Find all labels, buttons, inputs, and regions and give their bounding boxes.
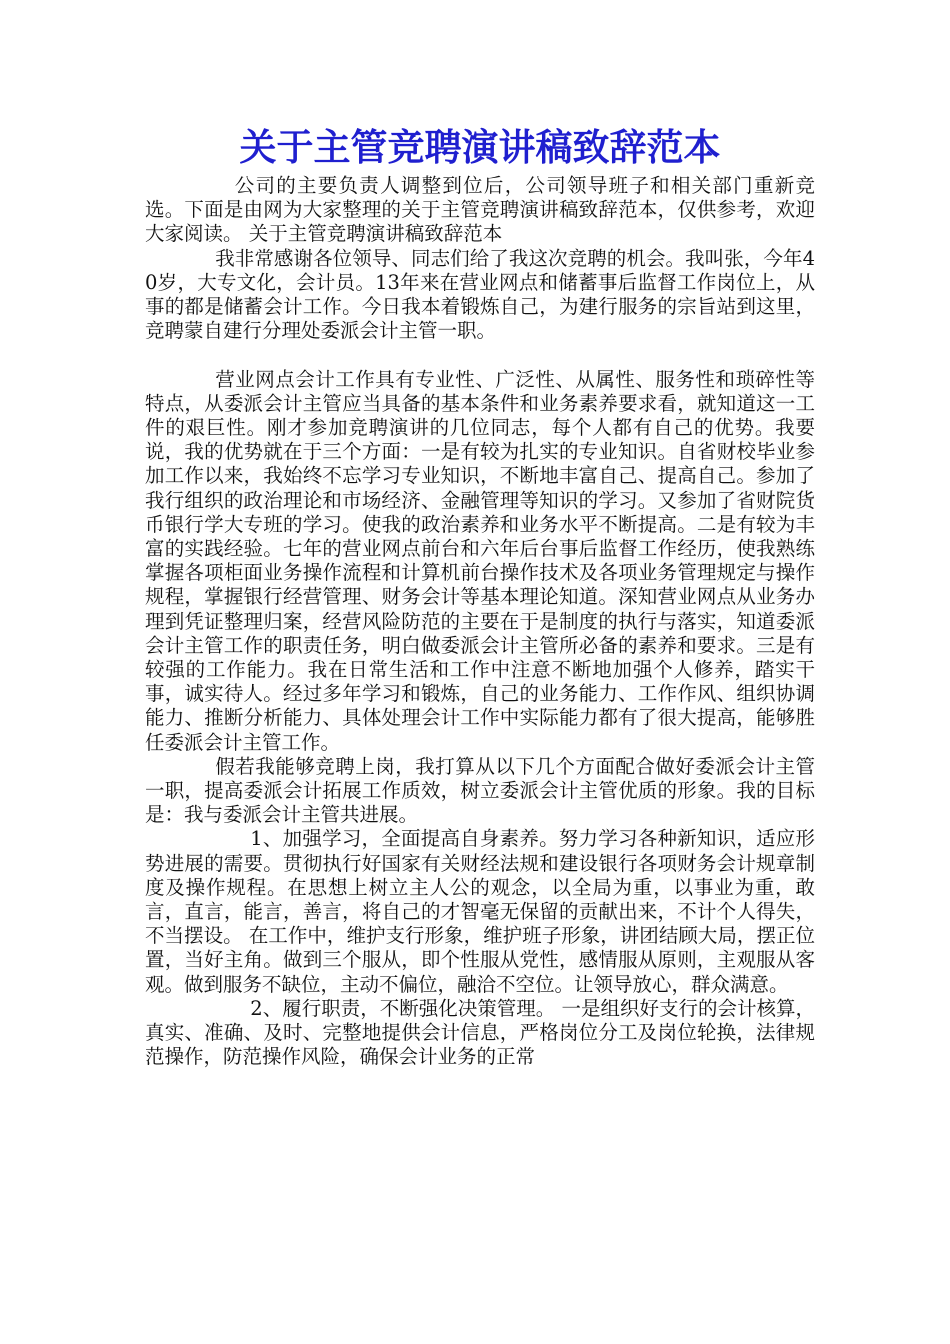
document-title: 关于主管竞聘演讲稿致辞范本 <box>239 126 721 169</box>
document-page <box>145 124 815 1070</box>
point-two-paragraph: 2、履行职责，不断强化决策管理。 一是组织好支行的会计核算，真实、准确、及时、完整地提供会计信息，严格岗位分工及岗位轮换，法律规范操作，防范操作风险，确保会计业务的正常 <box>145 996 815 1069</box>
strengths-paragraph: 营业网点会计工作具有专业性、广泛性、从属性、服务性和琐碎性等特点，从委派会计主管应当具备的基本条件和业务素养要求看，就知道这一工件的艰巨性。刚才参加竞聘演讲的几位同志，每个人都有自己的优势。我要说，我的优势就在于三个方面：一是有较为扎实的专业知识。自省财校毕业参加工作以来，我始终不忘学习专业知识，不断地丰富自己、提高自己。参加了我行组织的政治理论和市场经济、金融管理等知识的学习。又参加了省财院货币银行学大专班的学习。使我的政治素养和业务水平不断提高。二是有较为丰富的实践经验。七年的营业网点前台和六年后台事后监督工作经历，使我熟练掌握各项柜面业务操作流程和计算机前台操作技术及各项业务管理规定与操作规程，掌握银行经营管理、财务会计等基本理论知道。深知营业网点从业务办理到凭证整理归案，经营风险防范的主要在于是制度的执行与落实，知道委派会计主管工作的职责任务，明白做委派会计主管所必备的素养和要求。三是有较强的工作能力。我在日常生活和工作中注意不断地加强个人修养，踏实干事，诚实待人。经过多年学习和锻炼，自己的业务能力、工作作风、组织协调能力、推断分析能力、具体处理会计工作中实际能力都有了很大提高，能够胜任委派会计主管工作。 <box>145 367 815 754</box>
document-body <box>145 174 815 1070</box>
plan-paragraph: 假若我能够竞聘上岗，我打算从以下几个方面配合做好委派会计主管一职，提高委派会计拓展工作质效，树立委派会计主管优质的形象。我的目标是：我与委派会计主管共进展。 <box>145 754 815 827</box>
point-one-paragraph: 1、加强学习，全面提高自身素养。努力学习各种新知识，适应形势进展的需要。贯彻执行好国家有关财经法规和建设银行各项财务会计规章制度及操作规程。在思想上树立主人公的观念，以全局为重，以事业为重，敢言，直言，能言，善言，将自己的才智毫无保留的贡献出来，不计个人得失，不当摆设。 在工作中，维护支行形象，维护班子形象，讲团结顾大局，摆正位置，当好主角。做到三个服从，即个性服从党性，感情服从原则，主观服从客观。做到服务不缺位，主动不偏位，融洽不空位。让领导放心，群众满意。 <box>145 827 815 996</box>
intro-paragraph: 公司的主要负责人调整到位后，公司领导班子和相关部门重新竞选。下面是由网为大家整理的关于主管竞聘演讲稿致辞范本，仅供参考，欢迎大家阅读。 关于主管竞聘演讲稿致辞范本 <box>145 174 815 246</box>
self-introduction-paragraph: 我非常感谢各位领导、同志们给了我这次竞聘的机会。我叫张，今年40岁，大专文化，会计员。13年来在营业网点和储蓄事后监督工作岗位上，从事的都是储蓄会计工作。今日我本着锻炼自己，为建行服务的宗旨站到这里，竞聘蒙自建行分理处委派会计主管一职。 <box>145 246 815 343</box>
paragraph-gap <box>145 343 815 367</box>
